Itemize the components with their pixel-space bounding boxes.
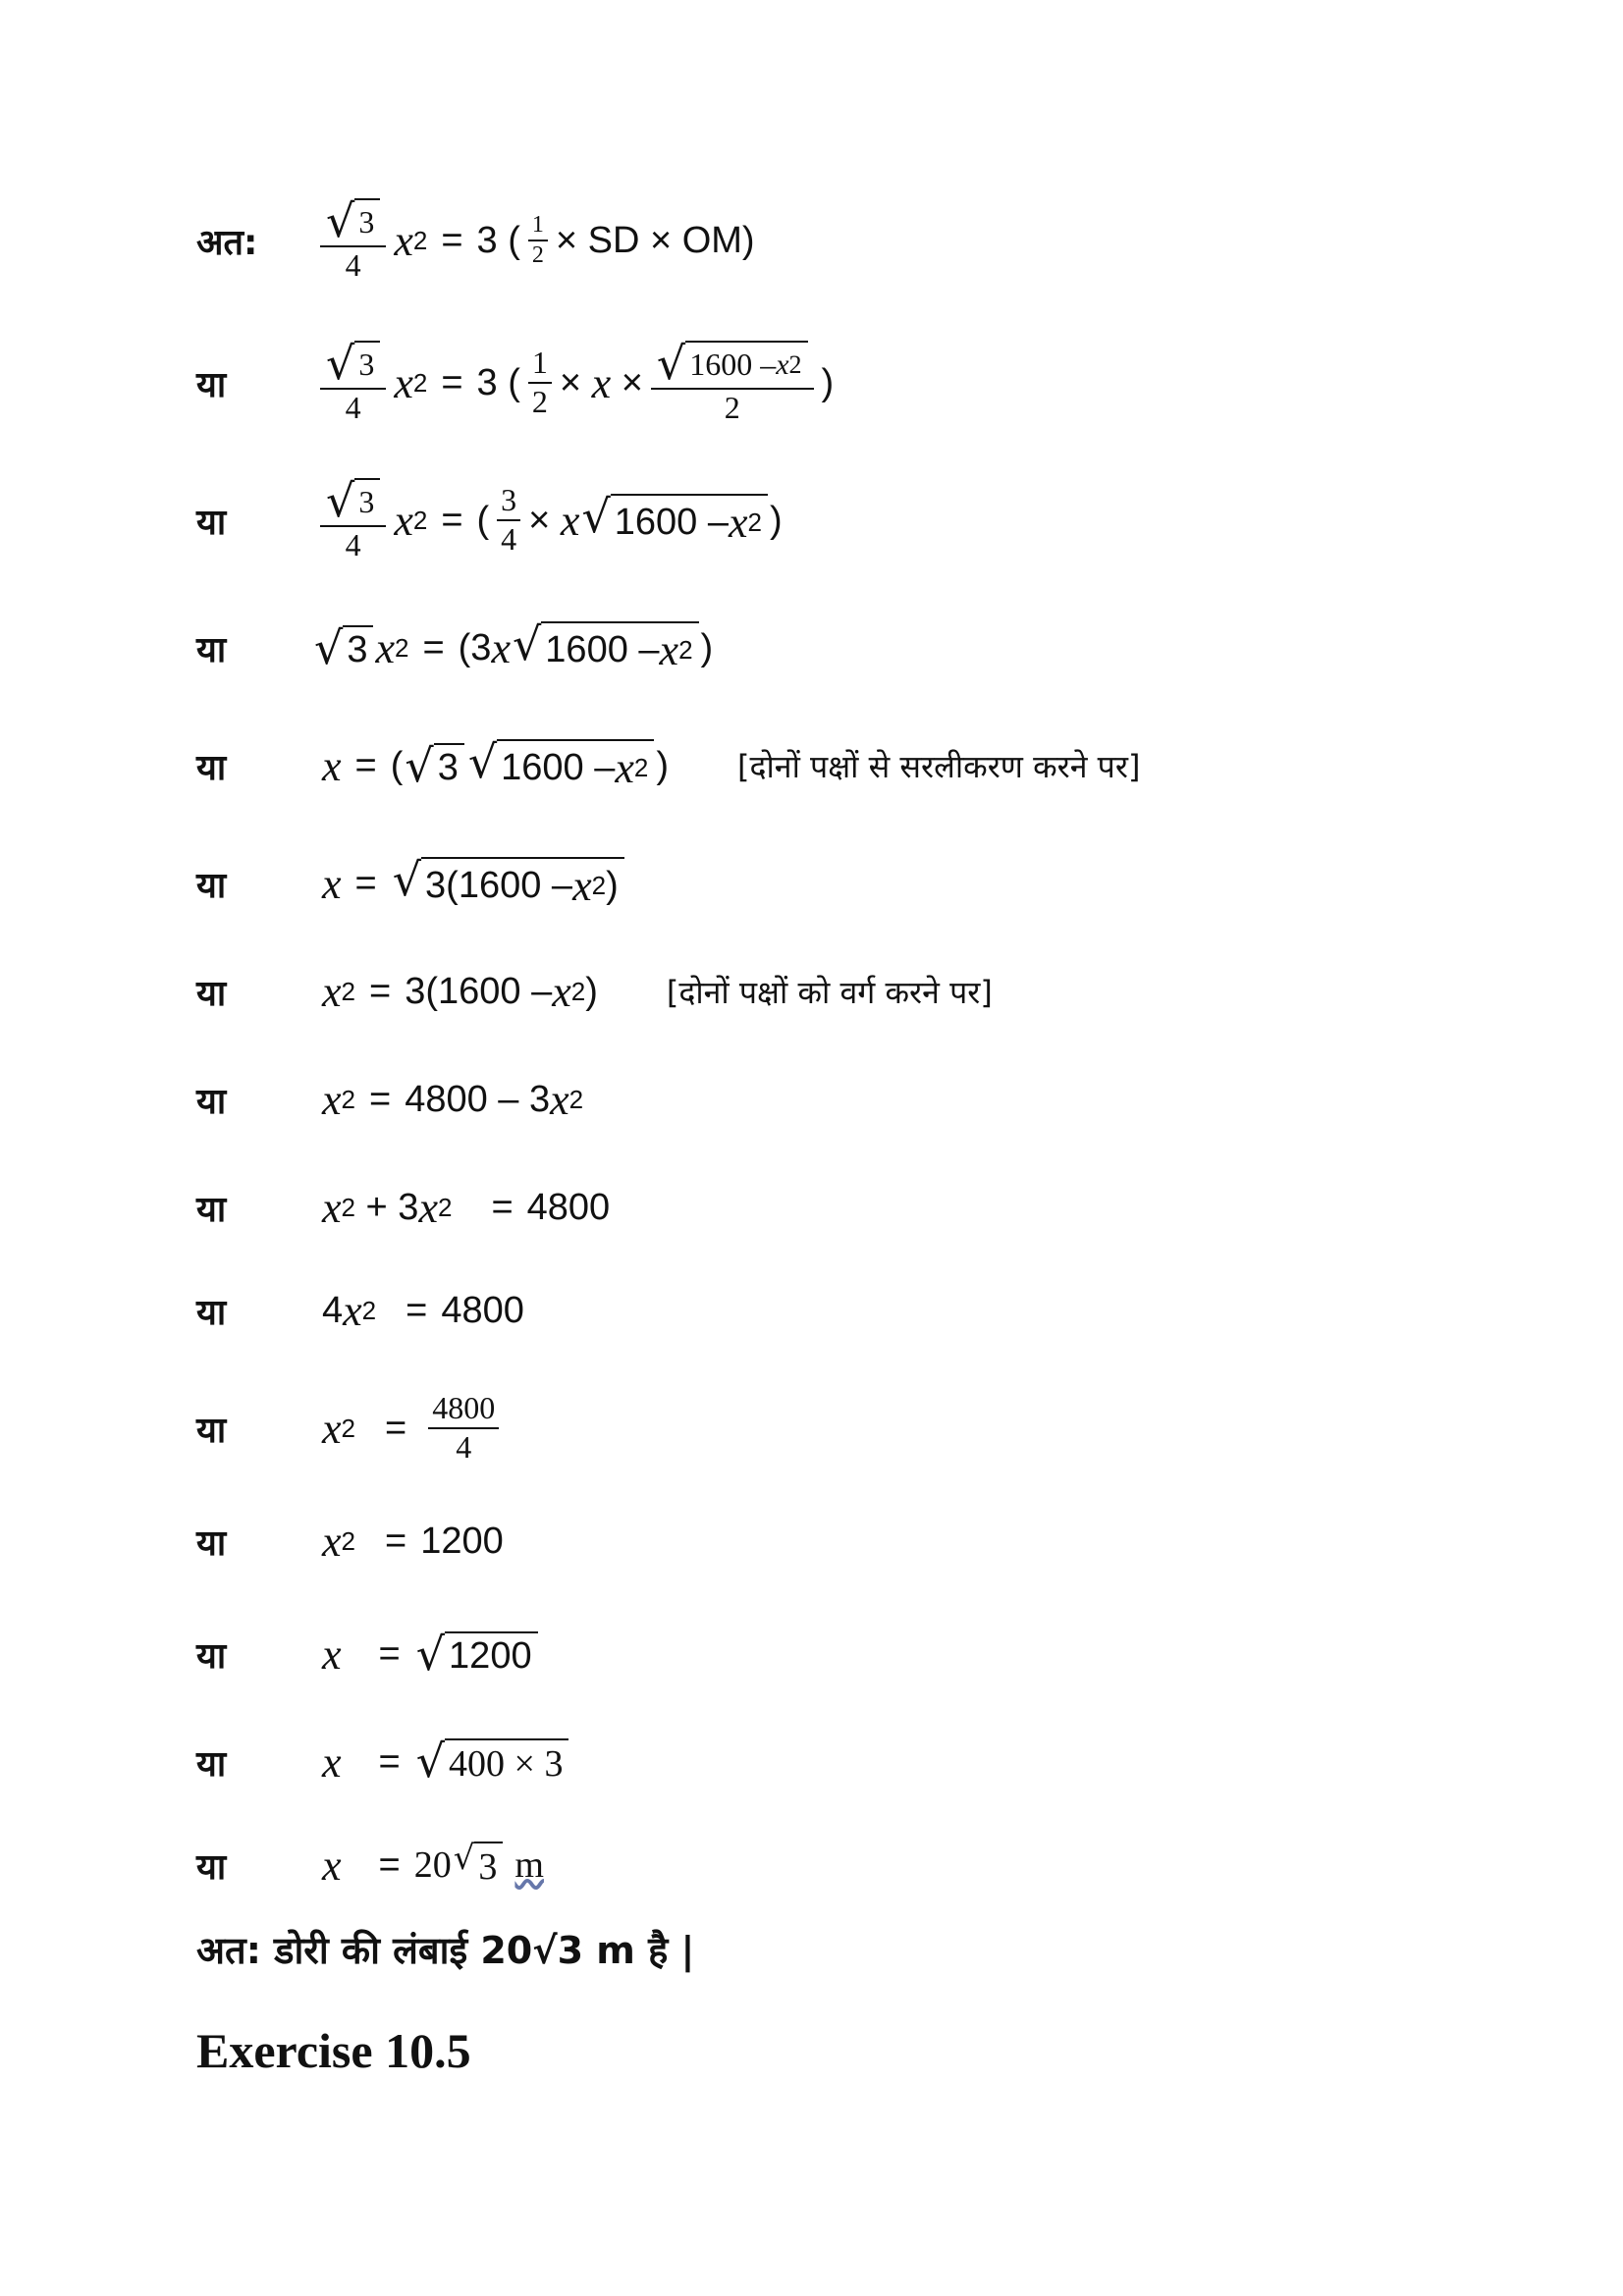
equation: x 2 = 4800 – 3 x 2 xyxy=(322,1075,584,1124)
equation: x = 20 √ 3 m xyxy=(322,1839,544,1890)
line-prefix: या xyxy=(196,502,227,543)
equation: √ 3 4 x 2 = 3 ( $\frac{1}{2}$ × x × √ 1600 – x 2 2 ) xyxy=(312,341,834,425)
line-prefix: या xyxy=(196,629,227,670)
line-prefix: या xyxy=(196,973,227,1014)
equation-line-6 xyxy=(196,829,626,937)
equation: x = √ 1200 xyxy=(322,1629,540,1680)
equation: x = ( √ 3 √ 1600 – x 2 ) xyxy=(322,734,670,792)
equation: x 2 + 3 x 2 = 4800 xyxy=(322,1183,611,1232)
equation-line-12 xyxy=(196,1487,504,1595)
equation-line-10 xyxy=(196,1256,524,1364)
annotation-note: [दोनों पक्षों से सरलीकरण करने पर] xyxy=(737,747,1141,785)
equation: 4 x 2 = 4800 xyxy=(322,1286,524,1335)
line-prefix: अत: xyxy=(196,222,258,263)
equation-line-13 xyxy=(196,1600,540,1708)
equation: x 2 = 3( 1600 – x 2 ) xyxy=(322,967,598,1016)
equation-line-11 xyxy=(196,1374,507,1482)
line-prefix: या xyxy=(196,1189,227,1230)
line-prefix: या xyxy=(196,1410,227,1451)
equation: x = √ 400 × 3 xyxy=(322,1737,570,1788)
equation: √ 3 x 2 = (3 x √ 1600 – x 2 ) xyxy=(314,616,714,674)
equation-line-4 xyxy=(196,594,713,702)
line-prefix: या xyxy=(196,1743,227,1785)
equation-line-5 xyxy=(196,712,1140,820)
equation-line-2 xyxy=(196,329,834,437)
line-prefix: या xyxy=(196,1081,227,1122)
equation: x = √ 3( 1600 – x 2 ) xyxy=(322,857,626,911)
line-prefix: या xyxy=(196,364,227,405)
fraction-half: $\frac{1}{2}$ xyxy=(528,213,548,268)
equation: x 2 = 1200 xyxy=(322,1517,504,1566)
equation-line-8 xyxy=(196,1045,583,1153)
line-prefix: या xyxy=(196,1846,227,1888)
equation-line-7 xyxy=(196,937,993,1045)
line-prefix: या xyxy=(196,865,227,906)
equation-line-14 xyxy=(196,1708,570,1816)
line-prefix: या xyxy=(196,747,227,788)
fraction: √ 3 4 xyxy=(320,198,386,283)
annotation-note: [दोनों पक्षों को वर्ग करने पर] xyxy=(666,973,993,1011)
equation: √ 3 4 x 2 = ( $\frac{3}{4}$ × x √ 1600 – x 2 ) xyxy=(312,478,783,562)
exercise-heading: Exercise 10.5 xyxy=(196,2023,471,2078)
line-prefix: या xyxy=(196,1522,227,1564)
line-prefix: या xyxy=(196,1635,227,1677)
conclusion-text: अत: डोरी की लंबाई 20√3 m है | xyxy=(196,1929,695,1972)
equation-line-15 xyxy=(196,1811,544,1919)
equation-line-3 xyxy=(196,466,783,574)
line-prefix: या xyxy=(196,1292,227,1333)
equation: √ 3 4 x 2 = 3 ( $\frac{1}{2}$ × SD × OM) xyxy=(312,198,755,283)
equation-line-9 xyxy=(196,1153,610,1261)
equation-line-1 xyxy=(196,187,755,294)
equation: x 2 = $\frac{4800}{4}$ xyxy=(322,1392,507,1464)
